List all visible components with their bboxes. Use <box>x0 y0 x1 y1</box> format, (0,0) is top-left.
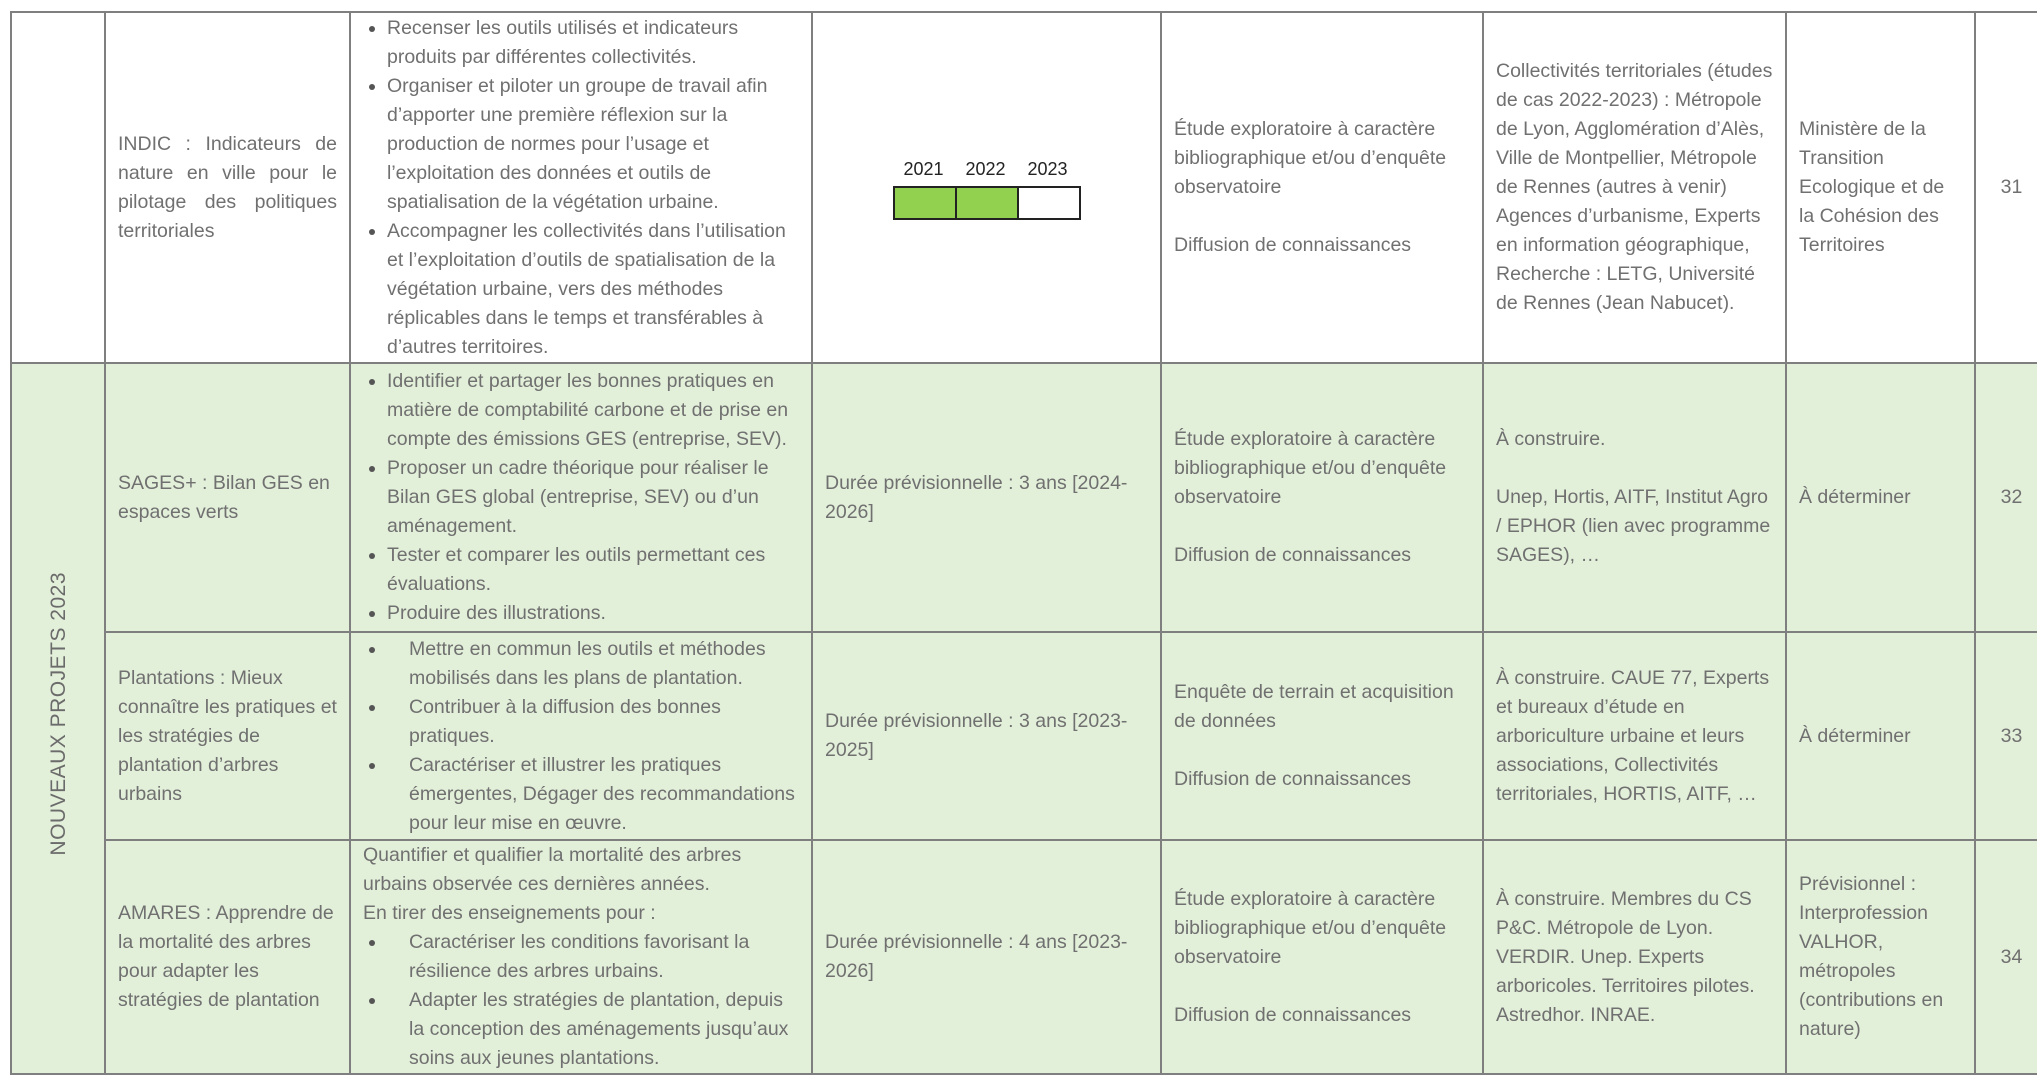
project-funding: À déterminer <box>1786 632 1975 840</box>
action-item: • Accompagner les collectivités dans l’utilisation et l’exploitation d’outils de spatialisation de la végétation urbaine, vers des méthodes réplicables dans le temps et transférables à d’autres territoires. <box>387 217 799 362</box>
action-item: • Identifier et partager les bonnes pratiques en matière de comptabilité carbone et de prise en compte des émissions GES (entreprise, SEV). <box>387 367 799 454</box>
project-partners: À construire. Membres du CS P&C. Métropole de Lyon. VERDIR. Unep. Experts arboricoles. Territoires pilotes. Astredhor. INRAE. <box>1483 840 1786 1074</box>
project-timeline-cell <box>812 12 1161 363</box>
method-type: Étude exploratoire à caractère bibliographique et/ou d’enquête observatoire <box>1174 428 1447 508</box>
action-item: • Contribuer à la diffusion des bonnes pratiques. <box>387 693 799 751</box>
project-funding: À déterminer <box>1786 363 1975 632</box>
project-duration: Durée prévisionnelle : 4 ans [2023-2026] <box>812 840 1161 1074</box>
project-actions <box>350 363 812 632</box>
method-diffusion: Diffusion de connaissances <box>1174 1003 1412 1026</box>
project-partners: À construire. CAUE 77, Experts et bureaux d’étude en arboriculture urbaine et leurs associations, Collectivités territoriales, HORTIS, AITF, … <box>1483 632 1786 840</box>
project-actions <box>350 840 812 1074</box>
partners-list: Unep, Hortis, AITF, Institut Agro / EPHOR (lien avec programme SAGES), … <box>1496 486 1771 566</box>
action-item: • Tester et comparer les outils permettant ces évaluations. <box>387 541 799 599</box>
actions-list <box>363 635 799 838</box>
timeline-years <box>893 155 1081 184</box>
project-partners <box>1483 363 1786 632</box>
timeline-cell <box>957 188 1019 218</box>
project-method <box>1161 840 1483 1074</box>
method-diffusion: Diffusion de connaissances <box>1174 544 1412 566</box>
project-number: 31 <box>1975 12 2037 363</box>
method-type: Enquête de terrain et acquisition de données <box>1174 681 1454 732</box>
project-funding: Ministère de la Transition Ecologique et de la Cohésion des Territoires <box>1786 12 1975 363</box>
project-number: 33 <box>1975 632 2037 840</box>
method-type: Étude exploratoire à caractère bibliographique et/ou d’enquête observatoire <box>1174 887 1447 968</box>
project-name: AMARES : Apprendre de la mortalité des arbres pour adapter les stratégies de plantation <box>105 840 350 1074</box>
project-duration: Durée prévisionnelle : 3 ans [2024-2026] <box>812 363 1161 632</box>
project-method <box>1161 632 1483 840</box>
project-number: 34 <box>1975 840 2037 1074</box>
project-row-amares <box>11 840 2037 1074</box>
method-diffusion: Diffusion de connaissances <box>1174 768 1412 790</box>
action-item: • Mettre en commun les outils et méthodes mobilisés dans les plans de plantation. <box>387 635 799 693</box>
actions-list <box>363 367 799 628</box>
action-item: • Organiser et piloter un groupe de travail afin d’apporter une première réflexion sur la production de normes pour l’usage et l’exploitation des données et outils de spatialisation de la végétation urbaine. <box>387 72 799 217</box>
action-item: • Proposer un cadre théorique pour réaliser le Bilan GES global (entreprise, SEV) ou d’un aménagement. <box>387 454 799 541</box>
timeline-year: 2021 <box>903 159 944 179</box>
method-diffusion: Diffusion de connaissances <box>1174 234 1412 256</box>
action-item: • Produire des illustrations. <box>387 599 799 628</box>
project-partners: Collectivités territoriales (études de cas 2022-2023) : Métropole de Lyon, Agglomération d’Alès, Ville de Montpellier, Métropole de Rennes (autres à venir) Agences d’urbanisme, Experts en information géographique, Recherche : LETG, Université de Rennes (Jean Nabucet). <box>1483 12 1786 363</box>
project-row-indic <box>11 12 2037 363</box>
project-method <box>1161 12 1483 363</box>
partners-status: À construire. <box>1496 428 1606 450</box>
timeline-year: 2023 <box>1027 159 1068 179</box>
section-label: NOUVEAUX PROJETS 2023 <box>46 572 70 856</box>
project-actions <box>350 632 812 840</box>
action-item: • Recenser les outils utilisés et indicateurs produits par différentes collectivités. <box>387 14 799 72</box>
section-label-cell <box>11 363 105 1074</box>
actions-list <box>363 928 799 1073</box>
actions-list <box>363 14 799 362</box>
timeline-chart <box>893 155 1081 220</box>
project-name: SAGES+ : Bilan GES en espaces verts <box>105 363 350 632</box>
project-row-sages <box>11 363 2037 632</box>
project-duration: Durée prévisionnelle : 3 ans [2023-2025] <box>812 632 1161 840</box>
method-type: Étude exploratoire à caractère bibliographique et/ou d’enquête observatoire <box>1174 118 1447 198</box>
action-item: • Caractériser les conditions favorisant la résilience des arbres urbains. <box>387 928 799 986</box>
action-item: • Caractériser et illustrer les pratiques émergentes, Dégager des recommandations pour leur mise en œuvre. <box>387 751 799 838</box>
action-item: • Adapter les stratégies de plantation, depuis la conception des aménagements jusqu’aux soins aux jeunes plantations. <box>387 986 799 1073</box>
project-row-plantations <box>11 632 2037 840</box>
project-method <box>1161 363 1483 632</box>
project-name: INDIC : Indicateurs de nature en ville pour le pilotage des politiques territoriales <box>105 12 350 363</box>
project-number: 32 <box>1975 363 2037 632</box>
actions-intro: En tirer des enseignements pour : <box>363 902 656 924</box>
timeline-cell <box>1019 188 1079 218</box>
project-funding: Prévisionnel : Interprofession VALHOR, métropoles (contributions en nature) <box>1786 840 1975 1074</box>
project-actions <box>350 12 812 363</box>
section-cell-empty <box>11 12 105 363</box>
project-name: Plantations : Mieux connaître les pratiques et les stratégies de plantation d’arbres urbains <box>105 632 350 840</box>
timeline-bar <box>893 186 1081 220</box>
projects-table <box>10 11 2037 1075</box>
timeline-cell <box>895 188 957 218</box>
timeline-year: 2022 <box>965 159 1006 179</box>
actions-intro: Quantifier et qualifier la mortalité des arbres urbains observée ces dernières années. <box>363 844 742 895</box>
